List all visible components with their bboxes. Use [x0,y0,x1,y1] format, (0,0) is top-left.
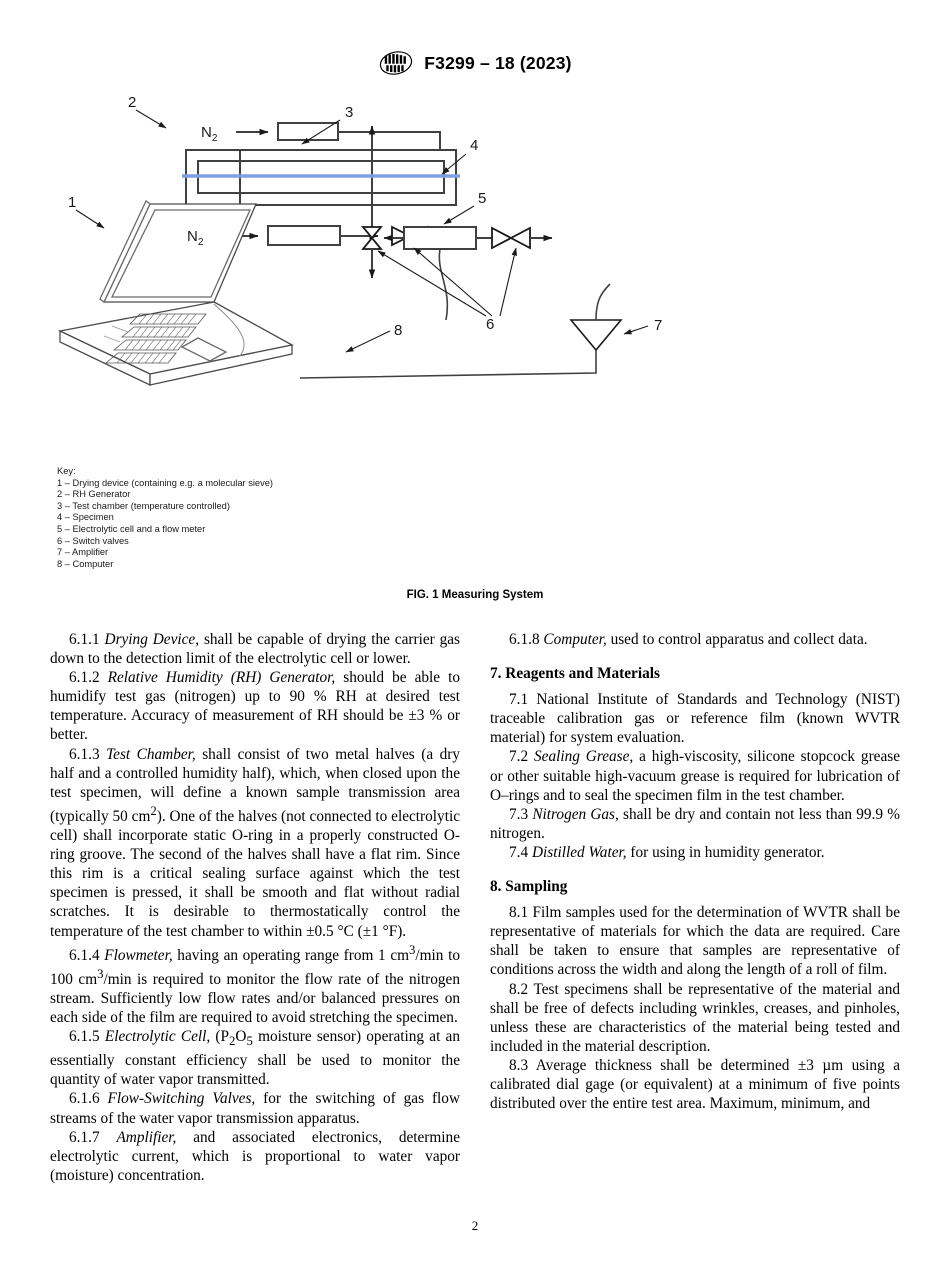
callout-5: 5 [478,190,487,207]
paragraph-6-1-2: 6.1.2 Relative Humidity (RH) Generator, should be able to humidify test gas (nitrogen) up to 90 % RH at desired test temperature. Accuracy of measurement of RH should be ±3 % or better. [50,669,460,744]
paragraph-8-2: 8.2 Test specimens shall be representative of the material and shall be free of defects including wrinkles, creases, and pinholes, unless these are characteristics of the material being tested and included in the material description. [490,980,900,1055]
body-columns [50,630,900,1185]
callout-8: 8 [394,322,403,339]
key-item: 2 – RH Generator [57,489,131,500]
gas-inlet-label-lower: $N_2$ [187,228,204,248]
paragraph-8-1: 8.1 Film samples used for the determination of WVTR shall be representative of materials for which the data are required. Care shall be taken to ensure that samples are representative of conditions across the width and along the length of a roll of film. [490,904,900,979]
callout-2: 2 [128,94,137,111]
paragraph-6-1-4: 6.1.4 Flowmeter, having an operating range from 1 $cm^3/\min$ to 100 $cm^3/\min$ is required to monitor the flow rate of the nitrogen stream. Sufficiently low flow rates and/or balanced pressures on each side of the film are required to avoid stretching the specimen. [50,942,460,1027]
page-number: 2 [471,1218,479,1233]
measuring-system-schematic [0,88,950,468]
paragraph-6-1-3: 6.1.3 Test Chamber, shall consist of two metal halves (a dry half and a controlled humidity half), which, when closed upon the test specimen, will define a known sample transmission area (typically 50 $cm^2$). One of the halves (not connected to electrolytic cell) shall incorporate static O-ring in a properly constructed O-ring groove. The second of the halves shall have a flat rim. Since this rim is a critical sealing surface against which the test specimen is pressed, it shall be smooth and flat without radial scratches. It is desirable to thermostatically control the temperature of the test chamber to within ±0.5 °C (±1 °F). [50,745,460,940]
key-item: 5 – Electrolytic cell and a flow meter [57,523,206,534]
paragraph-6-1-7: 6.1.7 Amplifier, and associated electronics, determine electrolytic current, which is proportional to water vapor (moisture) concentration. [50,1128,460,1184]
outlet-valve [492,228,530,248]
paragraph-6-1-1: 6.1.1 Drying Device, shall be capable of drying the carrier gas down to the detection limit of the electrolytic cell or lower. [50,631,460,668]
callout-3: 3 [345,104,354,121]
key-item: 7 – Amplifier [57,547,109,558]
figure-key [57,466,273,570]
paragraph-8-3: 8.3 Average thickness shall be determined ±3 µm using a calibrated dial gage (or equivalent) at a minimum of five points distributed over the entire test area. Maximum, minimum, and [490,1056,900,1113]
callout-1: 1 [68,194,77,211]
callout-4: 4 [470,137,479,154]
key-item: 4 – Specimen [57,512,114,523]
key-item: 8 – Computer [57,558,114,569]
key-item: 1 – Drying device (containing e.g. a molecular sieve) [57,477,274,488]
section-heading-8: 8. Sampling [490,878,568,896]
paragraph-6-1-6: 6.1.6 Flow-Switching Valves, for the switching of gas flow streams of the water vapor transmission apparatus. [50,1090,460,1127]
right-column [490,630,900,1185]
computer-laptop [60,201,292,385]
key-item: 3 – Test chamber (temperature controlled) [57,500,230,511]
callout-6: 6 [486,316,495,333]
paragraph-7-2: 7.2 Sealing Grease, a high-viscosity, silicone stopcock grease or other suitable high-vacuum grease is required for lubrication of O–rings and to seal the specimen film in the test chamber. [490,748,900,804]
key-heading: Key: [57,466,76,476]
key-item: 6 – Switch valves [57,535,129,546]
paragraph-7-4: 7.4 Distilled Water, for using in humidity generator. [509,843,825,861]
figure-1-measuring-system [0,88,950,468]
page-header [0,50,950,76]
paragraph-6-1-5: 6.1.5 Electrolytic Cell, ($P_2O_5$ moisture sensor) operating at an essentially constant efficiency shall be used to monitor the quantity of water vapor transmitted. [50,1028,460,1089]
amplifier-symbol [571,320,621,350]
section-heading-7: 7. Reagents and Materials [490,665,660,683]
paragraph-6-1-8: 6.1.8 Computer, used to control apparatus and collect data. [509,631,868,648]
standard-designation: F3299 – 18 (2023) [424,52,572,73]
left-column [50,630,460,1185]
paragraph-7-1: 7.1 National Institute of Standards and Technology (NIST) traceable calibration gas or reference film (known WVTR material) for system evaluation. [490,691,900,747]
callout-7: 7 [654,317,663,334]
figure-caption: FIG. 1 Measuring System [406,589,544,601]
switch-valve-right [363,227,381,249]
astm-logo-icon [378,50,414,76]
paragraph-7-3: 7.3 Nitrogen Gas, shall be dry and contain not less than 99.9 % nitrogen. [490,805,900,842]
gas-inlet-label-upper: $N_2$ [201,124,218,144]
